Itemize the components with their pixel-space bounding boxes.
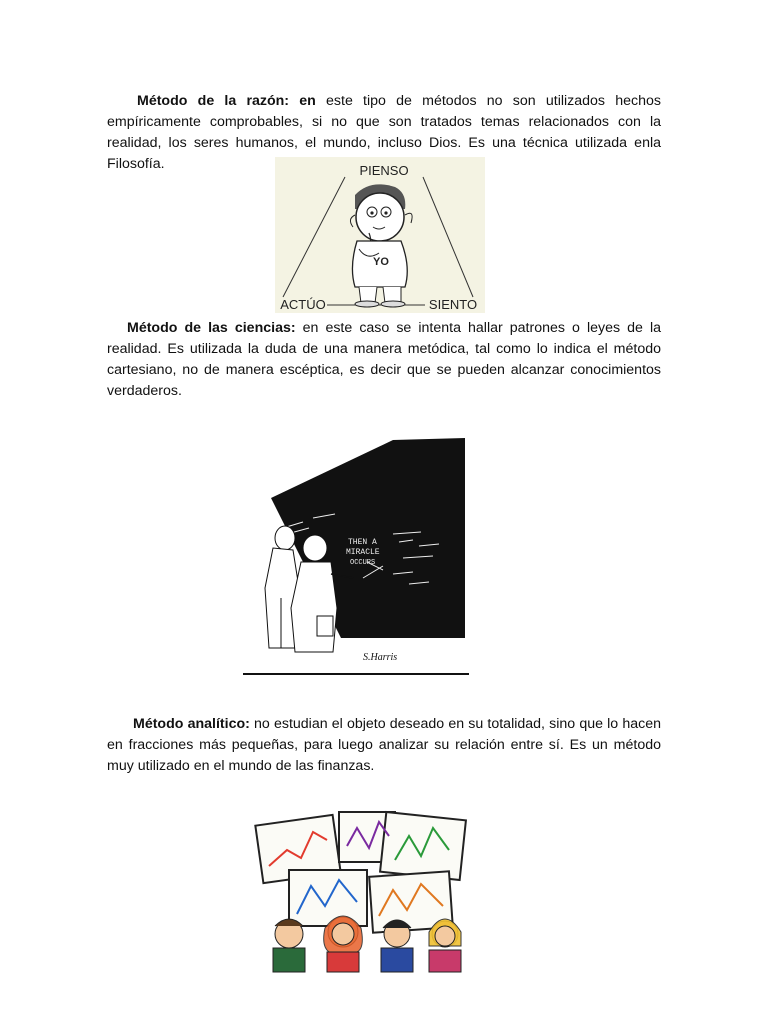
text-metodo-analitico: no estudian el objeto deseado en su totalidad, sino que lo hacen en fracciones más pequeñas, para luego analizar su relación entre sí. Es un método muy utilizado en el mundo de las finanzas. [107,716,661,774]
signature-harris: S.Harris [363,652,398,663]
label-yo: YO [373,256,389,268]
label-siento: SIENTO [428,297,478,312]
figure-miracle-cartoon [243,438,469,678]
paragraph-metodo-ciencias [107,318,661,402]
finance-analysts-illustration [253,806,469,976]
heading-metodo-ciencias: Método de las ciencias: [127,320,296,336]
heading-metodo-razon: Método de la razón: en [137,93,316,109]
label-pienso: PIENSO [359,163,409,178]
figure-finance-analysts [253,806,469,976]
board-text-1: THEN A [348,538,377,547]
figure-pienso-actuo-siento [275,157,485,313]
text-metodo-ciencias: en este caso se intenta hallar patrones o leyes de la realidad. Es utilizada la duda de una manera metódica, tal como lo indica el método cartesiano, no de manera escéptica, es decir que se pueden alcanzar conocimientos verdaderos. [107,320,661,399]
heading-metodo-analitico: Método analítico: [133,716,250,732]
label-actuo: ACTÚO [280,297,326,312]
paragraph-metodo-analitico [107,714,661,777]
board-text-3: OCCURS [350,559,376,567]
board-text-2: MIRACLE [346,548,380,557]
miracle-cartoon-illustration [243,438,469,678]
text-metodo-razon: este tipo de métodos no son utilizados hechos empíricamente comprobables, si no que son tratados temas relacionados con la realidad, los seres humanos, el mundo, incluso Dios. Es una técnica utilizada enla Filosofía. [107,93,661,172]
pienso-illustration [275,157,485,313]
